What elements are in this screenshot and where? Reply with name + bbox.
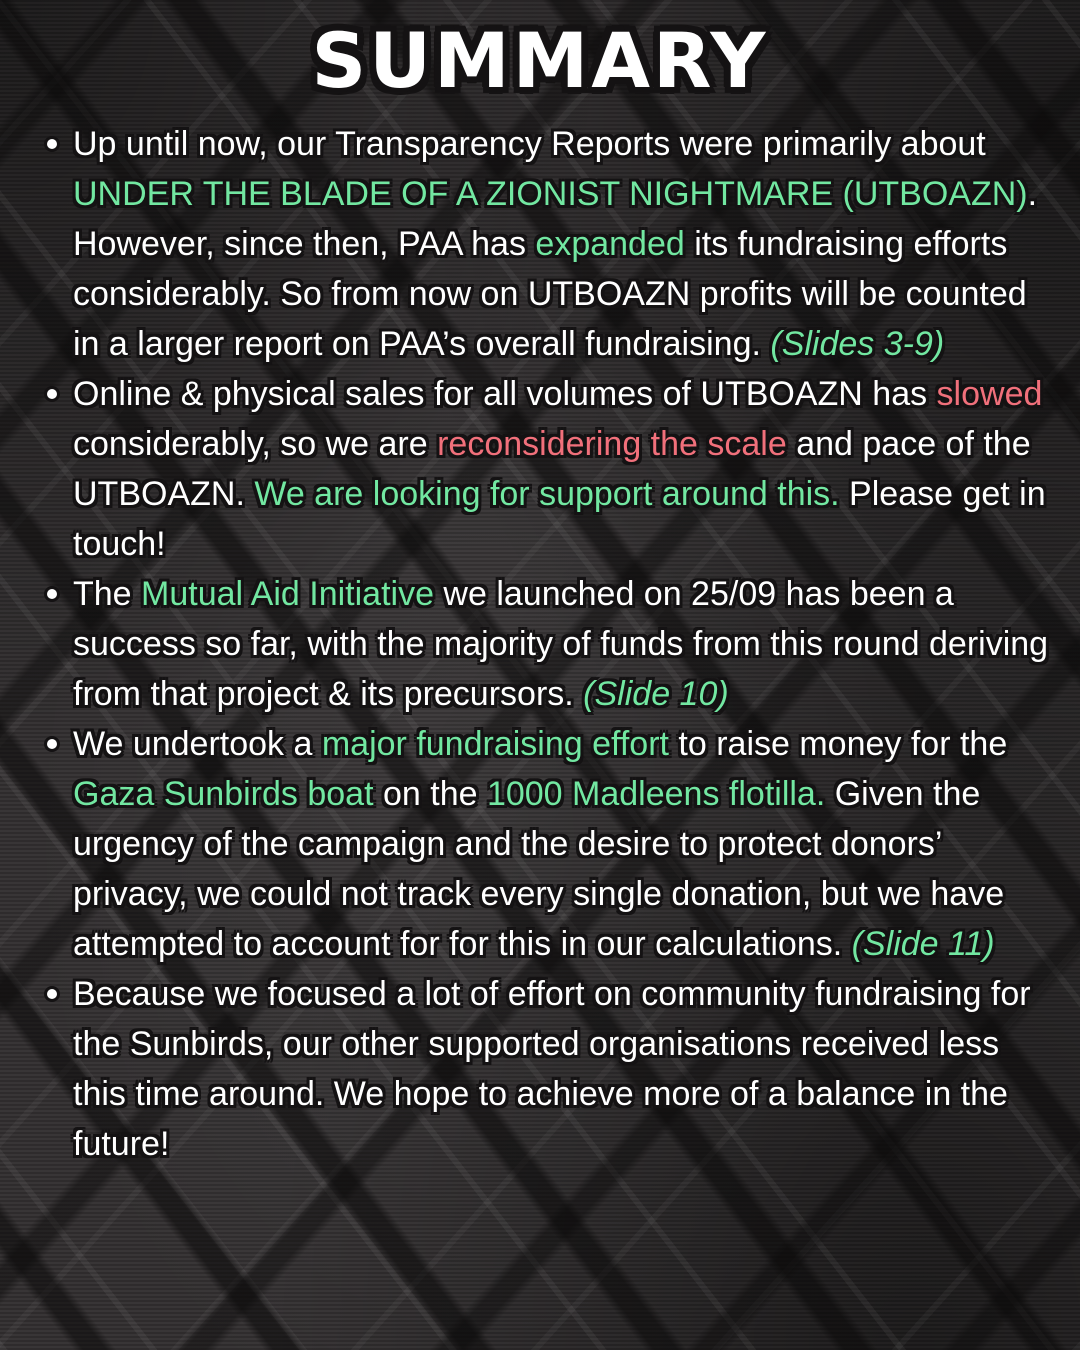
page-title: SUMMARY (311, 16, 769, 105)
list-item (73, 969, 1052, 1169)
text-segment: on the (373, 775, 487, 813)
text-segment: to raise money for the (668, 725, 1008, 763)
text-segment: Given the urgency of the campaign and the desire to protect donors’ privacy, we could not track every single donation, but we have attempted to account for for this in our calculations. (73, 775, 1005, 963)
bullet-text (73, 375, 1046, 563)
text-segment: Please get in touch! (73, 475, 1046, 563)
text-segment: We are looking for support around this. (254, 475, 840, 513)
bullet-text (73, 975, 1031, 1163)
list-item (73, 719, 1052, 969)
text-segment: 1000 Madleens flotilla. (486, 775, 826, 813)
list-item (73, 369, 1052, 569)
text-segment: reconsidering the scale (437, 425, 787, 463)
bullet-text (73, 125, 1037, 363)
list-item (73, 119, 1052, 369)
text-segment: expanded (535, 225, 685, 263)
text-segment: We undertook a (73, 725, 322, 763)
text-segment: The (73, 575, 142, 613)
text-segment: UNDER THE BLADE OF A ZIONIST NIGHTMARE (UTBOAZN) (73, 175, 1028, 213)
text-segment: (Slide 10) (583, 675, 729, 713)
text-segment: Gaza Sunbirds boat (73, 775, 374, 813)
text-segment: Because we focused a lot of effort on community fundraising for the Sunbirds, our other supported organisations received less this time around. We hope to achieve more of a balance in the future! (73, 975, 1031, 1163)
list-item (73, 569, 1052, 719)
text-segment: we launched on 25/09 has been a success so far, with the majority of funds from this round deriving from that project & its precursors. (73, 575, 1049, 713)
bullet-text (73, 575, 1048, 713)
text-segment: Mutual Aid Initiative (141, 575, 434, 613)
text-segment: its fundraising efforts considerably. So from now on UTBOAZN profits will be counted in a larger report on PAA’s overall fundraising. (73, 225, 1027, 363)
text-segment: major fundraising effort (321, 725, 669, 763)
text-segment: considerably, so we are (73, 425, 438, 463)
text-segment: and pace of the UTBOAZN. (73, 425, 1031, 513)
bullet-text (73, 725, 1007, 963)
text-segment: . However, since then, PAA has (73, 175, 1038, 263)
bullet-list (0, 119, 1080, 1169)
text-segment: Online & physical sales for all volumes of UTBOAZN has (73, 375, 937, 413)
text-segment: slowed (936, 375, 1043, 413)
text-segment: Up until now, our Transparency Reports were primarily about (73, 125, 986, 163)
text-segment: (Slide 11) (851, 925, 995, 963)
text-segment: (Slides 3-9) (770, 325, 945, 363)
